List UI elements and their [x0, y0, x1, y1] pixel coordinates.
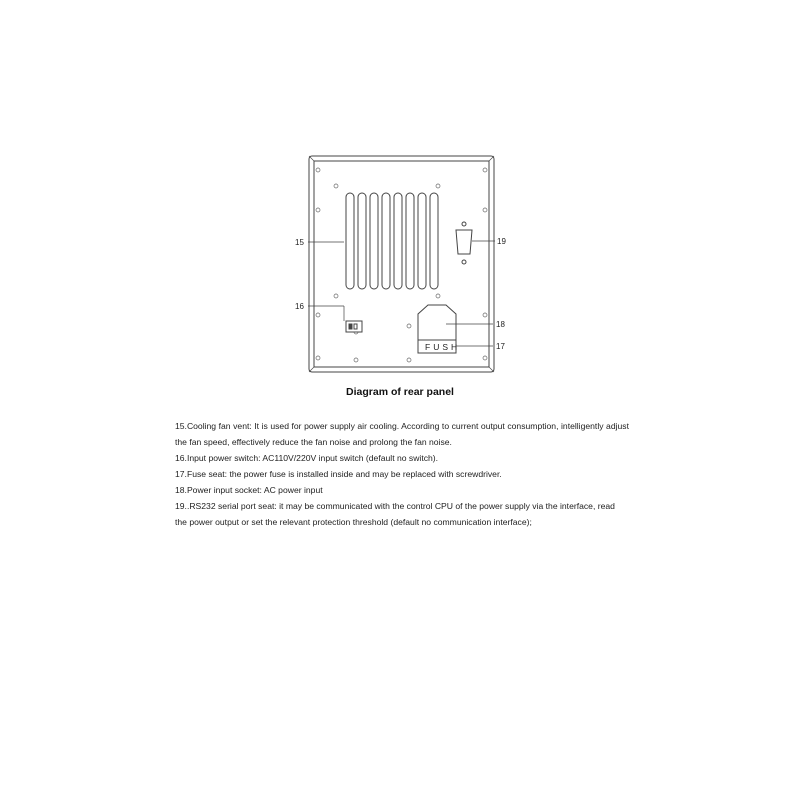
- callout-18: 18: [496, 320, 505, 329]
- rs232-port: [456, 222, 472, 264]
- cooling-fan-vent: [346, 193, 438, 289]
- description-list: [175, 418, 629, 530]
- fuse-seat-label: FUSH: [425, 342, 461, 352]
- diagram-caption: Diagram of rear panel: [346, 386, 454, 398]
- description-item-18: 18.Power input socket: AC power input: [175, 485, 323, 495]
- callout-19: 19: [497, 237, 506, 246]
- input-power-switch: [346, 321, 362, 332]
- description-item-19: 19..RS232 serial port seat: it may be communicated with the control CPU of the power supply via the interface, read the power output or set the relevant protection threshold (default no communication interface);: [175, 501, 615, 527]
- description-item-15: 15.Cooling fan vent: It is used for power supply air cooling. According to current output consumption, intelligently adjust the fan speed, effectively reduce the fan noise and prolong the fan noise.: [175, 421, 629, 447]
- callout-15: 15: [295, 238, 304, 247]
- description-item-17: 17.Fuse seat: the power fuse is installed inside and may be replaced with screwdriver.: [175, 469, 502, 479]
- callout-16: 16: [295, 302, 304, 311]
- callout-17: 17: [496, 342, 505, 351]
- description-item-16: 16.Input power switch: AC110V/220V input switch (default no switch).: [175, 453, 439, 463]
